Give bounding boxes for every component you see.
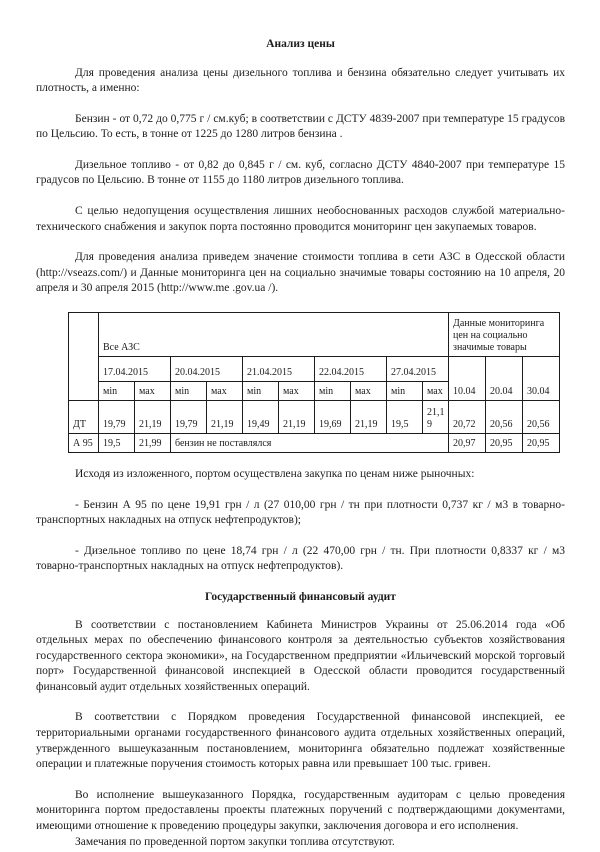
price-cell: 21,19 [423,401,449,434]
max-label-cell: мах [135,382,171,401]
page-title: Анализ цены [266,38,335,50]
min-label-cell: мin [99,382,135,401]
date-cell: 17.04.2015 [99,357,171,382]
paragraph-audit-execution: Во исполнение вышеуказанного Порядка, государственным аудиторам с целью проведения мониторинга портом предоставлены проекты платежных поручений с подтверждающими документами, имеющими отношение к проведению процедуры закупки, заключения договора и его исполнения. [36,788,565,833]
monitoring-price-cell: 20,56 [523,401,560,434]
table-row-dates [69,357,560,382]
all-azs-header-cell: Все АЗС [99,313,449,357]
price-cell: 21,99 [135,434,171,453]
monitoring-date-cell: 10.04 [449,357,486,401]
monitoring-price-cell: 20,95 [486,434,523,453]
price-cell: 19,5 [99,434,135,453]
date-cell: 27.04.2015 [387,357,449,382]
paragraph-purchase-diesel: - Дизельное топливо по цене 18,74 грн / л (22 470,00 грн / тн. При плотности 0,8337 кг / м3 товарно-транспортных накладных на отпуск нефтепродуктов). [36,544,565,573]
fuel-price-table [68,312,560,453]
date-cell: 21.04.2015 [243,357,315,382]
price-cell: 19,79 [99,401,135,434]
price-cell: 21,19 [135,401,171,434]
monitoring-header-cell: Данные мониторинга цен на социально значимые товары [449,313,560,357]
paragraph-audit-procedure: В соответствии с Порядком проведения Государственной финансовой инспекцией, ее территориальными органами государственного финансового аудита отдельных хозяйственных операций, утвержденного вышеуказанным постановлением, мониторинга обязательно подлежат хозяйственные операции и платежные поручения стоимость которых равна или превышает 100 тыс. гривен. [36,711,565,771]
max-label-cell: мах [207,382,243,401]
monitoring-price-cell: 20,56 [486,401,523,434]
table-row-header [69,313,560,357]
note-cell: бензин не поставлялся [171,434,449,453]
date-cell: 22.04.2015 [315,357,387,382]
paragraph-intro: Для проведения анализа цены дизельного топлива и бензина обязательно следует учитывать их плотность, а именно: [36,66,565,95]
monitoring-price-cell: 20,95 [523,434,560,453]
monitoring-date-cell: 30.04 [523,357,560,401]
price-cell: 19,69 [315,401,351,434]
table-corner-cell [69,313,99,401]
price-cell: 21,19 [279,401,315,434]
date-cell: 20.04.2015 [171,357,243,382]
monitoring-price-cell: 20,72 [449,401,486,434]
max-label-cell: мах [351,382,387,401]
row-label-cell: А 95 [69,434,99,453]
max-label-cell: мах [423,382,449,401]
paragraph-diesel-density: Дизельное топливо - от 0,82 до 0,845 г / см. куб, согласно ДСТУ 4840-2007 при температуре 15 градусов по Цельсию. В тонне от 1155 до 1180 литров дизельного топлива. [36,158,565,187]
audit-section-title: Государственный финансовый аудит [205,591,396,603]
min-label-cell: мin [387,382,423,401]
price-cell: 21,19 [351,401,387,434]
paragraph-purchase-benzin: - Бензин А 95 по цене 19,91 грн / л (27 010,00 грн / тн при плотности 0,737 кг / м3 в товарно-транспортных накладных на отпуск нефтепродуктов); [36,498,565,527]
paragraph-sources: Для проведения анализа приведем значение стоимости топлива в сети АЗС в Одесской области (http://vseazs.com/) и Данные мониторинга цен на социально значимые товары состоянию на 10 апреля, 20 апреля и 30 апреля 2015 (http://www.me .gov.ua /). [36,251,565,295]
min-label-cell: мin [171,382,207,401]
table-row-diesel [69,401,560,434]
monitoring-price-cell: 20,97 [449,434,486,453]
paragraph-audit-resolution: В соответствии с постановлением Кабинета Министров Украины от 25.06.2014 года «Об отдельных мерах по обеспечению финансового контроля за деятельностью субъектов хозяйствования государственного сектора экономики», на Государственном предприятии «Ильичевский морской торговый порт» Государственной финансовой инспекцией в Одесской области проводится государственный финансовый аудит отдельных хозяйственных операций. [36,618,565,693]
monitoring-date-cell: 20.04 [486,357,523,401]
price-cell: 19,49 [243,401,279,434]
table-row-benzin-a95 [69,434,560,453]
paragraph-conclusion: Исходя из изложенного, портом осуществлена закупка по ценам ниже рыночных: [75,468,475,481]
price-cell: 21,19 [207,401,243,434]
min-label-cell: мin [243,382,279,401]
min-label-cell: мin [315,382,351,401]
paragraph-benzin-density: Бензин - от 0,72 до 0,775 г / см.куб; в соответствии с ДСТУ 4839-2007 при температуре 15 градусов по Цельсию. То есть, в тонне от 1225 до 1280 литров бензина . [36,112,565,141]
max-label-cell: мах [279,382,315,401]
price-cell: 19,79 [171,401,207,434]
row-label-cell: ДТ [69,401,99,434]
price-cell: 19,5 [387,401,423,434]
paragraph-audit-remarks: Замечания по проведенной портом закупки топлива отсутствуют. [75,835,395,848]
paragraph-monitoring: С целью недопущения осуществления лишних необоснованных расходов службой материально-технического снабжения и закупок порта постоянно проводится мониторинг цен закупаемых товаров. [36,205,565,233]
